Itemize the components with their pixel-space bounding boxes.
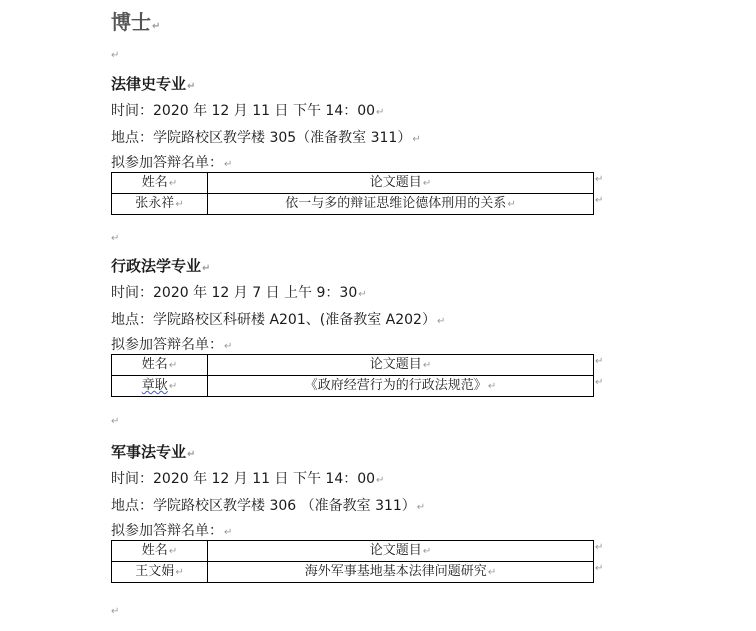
cell-thesis-title: 海外军事基地基本法律问题研究↵: [208, 562, 594, 583]
candidate-table: [111, 172, 594, 215]
defense-place: [111, 128, 711, 148]
cell-thesis-title: 《政府经营行为的行政法规范》↵: [208, 376, 594, 397]
empty-paragraph: ↵: [111, 50, 120, 61]
section-heading: [111, 256, 711, 276]
candidate-table: [111, 354, 594, 397]
table-header-row: [112, 173, 594, 194]
cell-name: 张永祥↵: [112, 194, 208, 215]
candidate-table-wrap: [111, 540, 711, 583]
header-name: 姓名↵: [112, 541, 208, 562]
row-end-mark: ↵: [595, 542, 604, 553]
table-row: [112, 376, 594, 397]
list-label: [111, 155, 711, 172]
table-header-row: [112, 355, 594, 376]
empty-paragraph: ↵: [111, 606, 120, 617]
candidate-table-wrap: [111, 354, 711, 397]
defense-place: [111, 310, 711, 330]
section-legal-history: [111, 74, 711, 215]
section-heading: [111, 74, 711, 94]
place-text: 地点：学院路校区教学楼 306 （准备教室 311）: [111, 498, 416, 514]
section-heading: [111, 442, 711, 462]
defense-place: [111, 496, 711, 516]
paragraph-mark: ↵: [376, 107, 385, 118]
heading-text: 行政法学专业: [111, 257, 202, 275]
header-title: 论文题目↵: [208, 355, 594, 376]
header-title: 论文题目↵: [208, 173, 594, 194]
place-text: 地点：学院路校区教学楼 305（准备教室 311）: [111, 130, 412, 146]
time-text: 时间：2020 年 12 月 11 日 下午 14：00: [111, 471, 376, 487]
header-name: 姓名↵: [112, 173, 208, 194]
table-row: [112, 194, 594, 215]
candidate-table: [111, 540, 594, 583]
paragraph-mark: ↵: [436, 316, 446, 327]
paragraph-mark: ↵: [224, 159, 233, 170]
title-text: 博士: [111, 10, 151, 34]
row-end-mark: ↵: [595, 377, 604, 388]
paragraph-mark: ↵: [152, 21, 161, 32]
list-label-text: 拟参加答辩名单：: [111, 155, 223, 171]
list-label: [111, 337, 711, 354]
paragraph-mark: ↵: [416, 502, 426, 513]
cell-thesis-title: 依一与多的辩证思维论德体刑用的关系↵: [208, 194, 594, 215]
header-title: 论文题目↵: [208, 541, 594, 562]
cell-name: 章耿↵: [112, 376, 208, 397]
list-label-text: 拟参加答辩名单：: [111, 523, 223, 539]
defense-time: [111, 101, 711, 121]
heading-text: 军事法专业: [111, 443, 187, 461]
paragraph-mark: ↵: [202, 263, 211, 274]
document-title: [111, 6, 160, 35]
row-end-mark: ↵: [595, 563, 604, 574]
candidate-table-wrap: [111, 172, 711, 215]
section-military-law: [111, 442, 711, 583]
time-text: 时间：2020 年 12 月 7 日 上午 9：30: [111, 285, 358, 301]
paragraph-mark: ↵: [224, 341, 233, 352]
heading-text: 法律史专业: [111, 75, 187, 93]
defense-time: [111, 283, 711, 303]
empty-paragraph: ↵: [111, 416, 120, 427]
paragraph-mark: ↵: [412, 134, 421, 145]
paragraph-mark: ↵: [358, 289, 367, 300]
row-end-mark: ↵: [595, 174, 604, 185]
paragraph-mark: ↵: [224, 527, 233, 538]
list-label-text: 拟参加答辩名单：: [111, 337, 223, 353]
table-row: [112, 562, 594, 583]
paragraph-mark: ↵: [376, 475, 385, 486]
row-end-mark: ↵: [595, 356, 604, 367]
section-administrative-law: [111, 256, 711, 397]
paragraph-mark: ↵: [187, 449, 196, 460]
list-label: [111, 523, 711, 540]
defense-time: [111, 469, 711, 489]
place-text: 地点：学院路校区科研楼 A201、(准备教室 A202）: [111, 312, 436, 328]
time-text: 时间：2020 年 12 月 11 日 下午 14：00: [111, 103, 376, 119]
table-header-row: [112, 541, 594, 562]
header-name: 姓名↵: [112, 355, 208, 376]
row-end-mark: ↵: [595, 195, 604, 206]
empty-paragraph: ↵: [111, 233, 120, 244]
cell-name: 王文娟↵: [112, 562, 208, 583]
paragraph-mark: ↵: [187, 81, 196, 92]
